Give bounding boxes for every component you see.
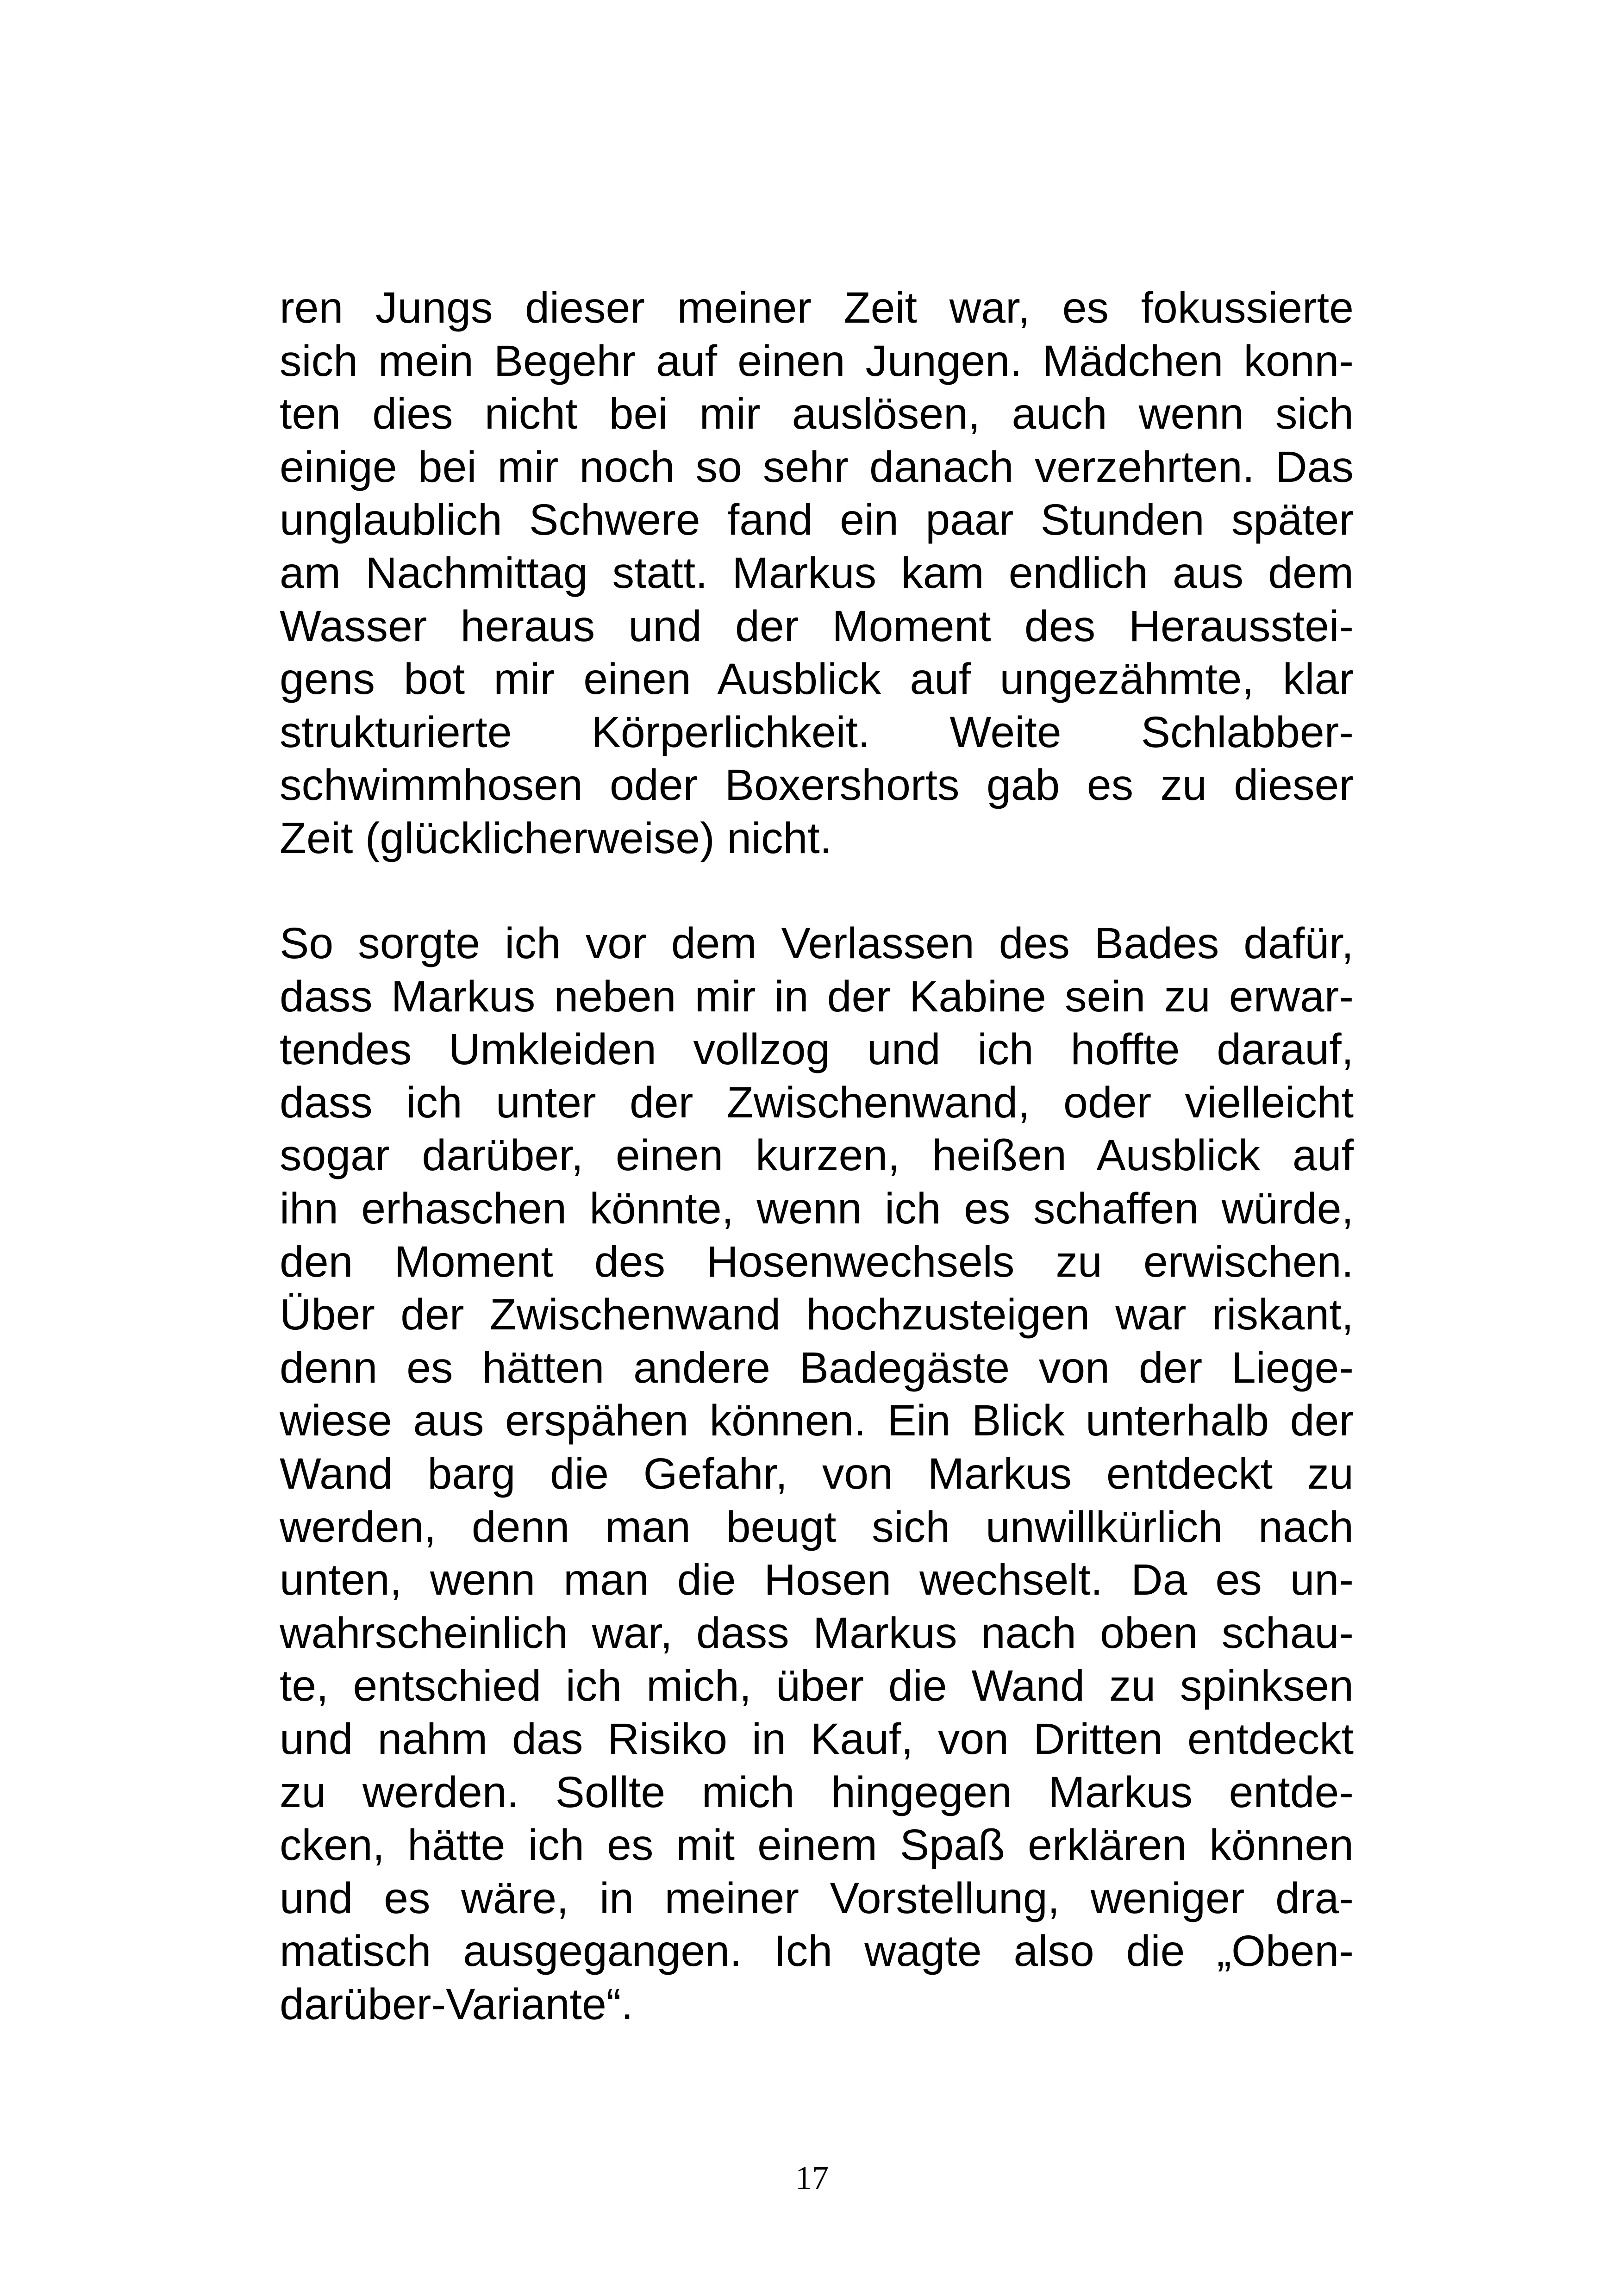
text-line: sogar darüber, einen kurzen, heißen Ausblick auf	[280, 1131, 1354, 1180]
text-line: ren Jungs dieser meiner Zeit war, es fokussierte	[280, 283, 1354, 332]
text-line: ten dies nicht bei mir auslösen, auch wenn sich	[280, 389, 1354, 439]
text-line: am Nachmittag statt. Markus kam endlich aus dem	[280, 548, 1354, 598]
text-line: ihn erhaschen könnte, wenn ich es schaffen würde,	[280, 1184, 1354, 1233]
text-line: wiese aus erspähen können. Ein Blick unterhalb der	[280, 1396, 1354, 1446]
text-line: und nahm das Risiko in Kauf, von Dritten entdeckt	[280, 1714, 1354, 1764]
text-line: einige bei mir noch so sehr danach verzehrten. Das	[280, 442, 1354, 492]
text-line: unglaublich Schwere fand ein paar Stunden später	[280, 495, 1354, 545]
text-line: Wand barg die Gefahr, von Markus entdeckt zu	[280, 1449, 1354, 1498]
paragraph-2	[280, 917, 1354, 2031]
text-line: sich mein Begehr auf einen Jungen. Mädchen konn-	[280, 336, 1354, 386]
text-line: Wasser heraus und der Moment des Herausstei-	[280, 601, 1354, 651]
text-line: Über der Zwischenwand hochzusteigen war riskant,	[280, 1290, 1354, 1340]
text-line: gens bot mir einen Ausblick auf ungezähmte, klar	[280, 655, 1354, 704]
text-line: dass ich unter der Zwischenwand, oder vielleicht	[280, 1078, 1354, 1127]
text-line: Zeit (glücklicherweise) nicht.	[280, 813, 832, 863]
text-line: te, entschied ich mich, über die Wand zu spinksen	[280, 1661, 1354, 1711]
text-line: zu werden. Sollte mich hingegen Markus entde-	[280, 1767, 1354, 1817]
text-line: unten, wenn man die Hosen wechselt. Da es un-	[280, 1555, 1354, 1605]
text-line: werden, denn man beugt sich unwillkürlich nach	[280, 1502, 1354, 1552]
text-line: schwimmhosen oder Boxershorts gab es zu dieser	[280, 761, 1354, 810]
text-line: cken, hätte ich es mit einem Spaß erklären können	[280, 1821, 1354, 1870]
text-line: So sorgte ich vor dem Verlassen des Bades dafür,	[280, 919, 1354, 968]
text-line: tendes Umkleiden vollzog und ich hoffte darauf,	[280, 1025, 1354, 1074]
text-line: denn es hätten andere Badegäste von der Liege-	[280, 1343, 1354, 1392]
text-line: darüber-Variante“.	[280, 1979, 633, 2029]
text-line: matisch ausgegangen. Ich wagte also die „Oben-	[280, 1927, 1354, 1976]
text-line: strukturierte Körperlichkeit. Weite Schlabber-	[280, 707, 1354, 757]
text-line: dass Markus neben mir in der Kabine sein zu erwar-	[280, 972, 1354, 1021]
text-line: und es wäre, in meiner Vorstellung, weniger dra-	[280, 1873, 1354, 1923]
text-line: wahrscheinlich war, dass Markus nach oben schau-	[280, 1608, 1354, 1658]
text-line: den Moment des Hosenwechsels zu erwischen.	[280, 1237, 1354, 1286]
page-number: 17	[795, 2159, 829, 2196]
paragraph-1	[280, 281, 1354, 865]
